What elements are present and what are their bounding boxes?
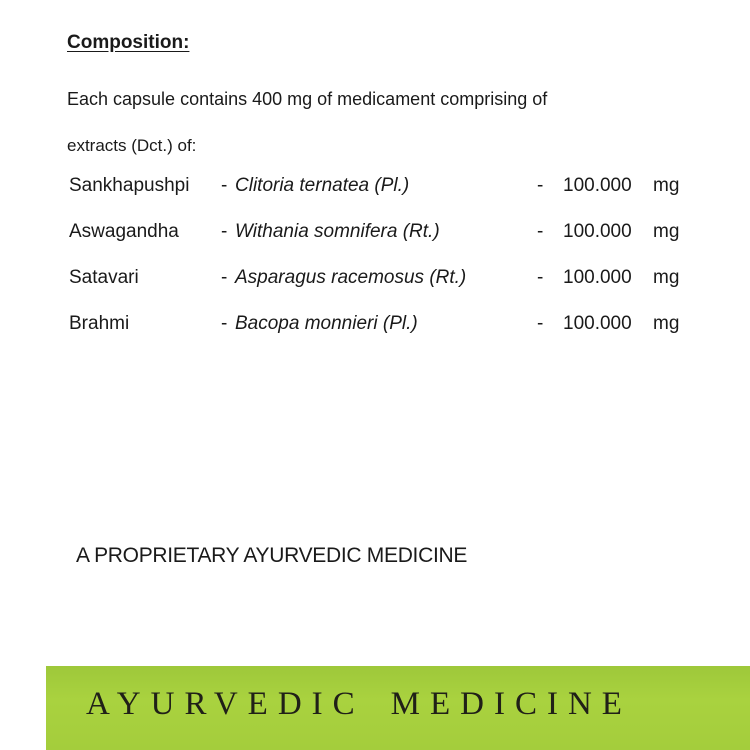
ingredient-row	[0, 267, 750, 293]
ingredient-row	[0, 221, 750, 247]
intro-line-2: extracts (Dct.) of:	[67, 136, 197, 155]
band-word-2: MEDICINE	[390, 686, 632, 722]
ingredient-unit: mg	[653, 175, 680, 196]
proprietary-tagline: A PROPRIETARY AYURVEDIC MEDICINE	[76, 544, 468, 567]
ingredient-name: Aswagandha	[69, 221, 179, 242]
quantity-dash: -	[537, 267, 544, 288]
ingredient-row	[0, 175, 750, 201]
ingredient-dash: -	[221, 313, 228, 334]
ingredient-quantity: 100.000	[563, 267, 632, 288]
ingredient-scientific-name: Asparagus racemosus (Rt.)	[235, 267, 467, 288]
ingredient-scientific-name: Clitoria ternatea (Pl.)	[235, 175, 410, 196]
ingredient-name: Satavari	[69, 267, 139, 288]
ingredient-dash: -	[221, 267, 228, 288]
band-title	[86, 686, 632, 723]
ingredient-name: Brahmi	[69, 313, 130, 334]
ingredient-scientific-name: Withania somnifera (Rt.)	[235, 221, 440, 242]
ingredient-quantity: 100.000	[563, 313, 632, 334]
ingredient-name: Sankhapushpi	[69, 175, 190, 196]
quantity-dash: -	[537, 175, 544, 196]
composition-heading: Composition:	[67, 32, 190, 53]
band-word-1: AYURVEDIC	[86, 686, 365, 722]
ingredient-dash: -	[221, 221, 228, 242]
ingredient-row	[0, 313, 750, 339]
ingredient-unit: mg	[653, 267, 680, 288]
quantity-dash: -	[537, 313, 544, 334]
ingredient-quantity: 100.000	[563, 221, 632, 242]
quantity-dash: -	[537, 221, 544, 242]
intro-line-1: Each capsule contains 400 mg of medicament comprising of	[67, 89, 548, 109]
ingredient-unit: mg	[653, 313, 680, 334]
ingredient-scientific-name: Bacopa monnieri (Pl.)	[235, 313, 418, 334]
ingredient-dash: -	[221, 175, 228, 196]
ingredient-quantity: 100.000	[563, 175, 632, 196]
ingredient-unit: mg	[653, 221, 680, 242]
